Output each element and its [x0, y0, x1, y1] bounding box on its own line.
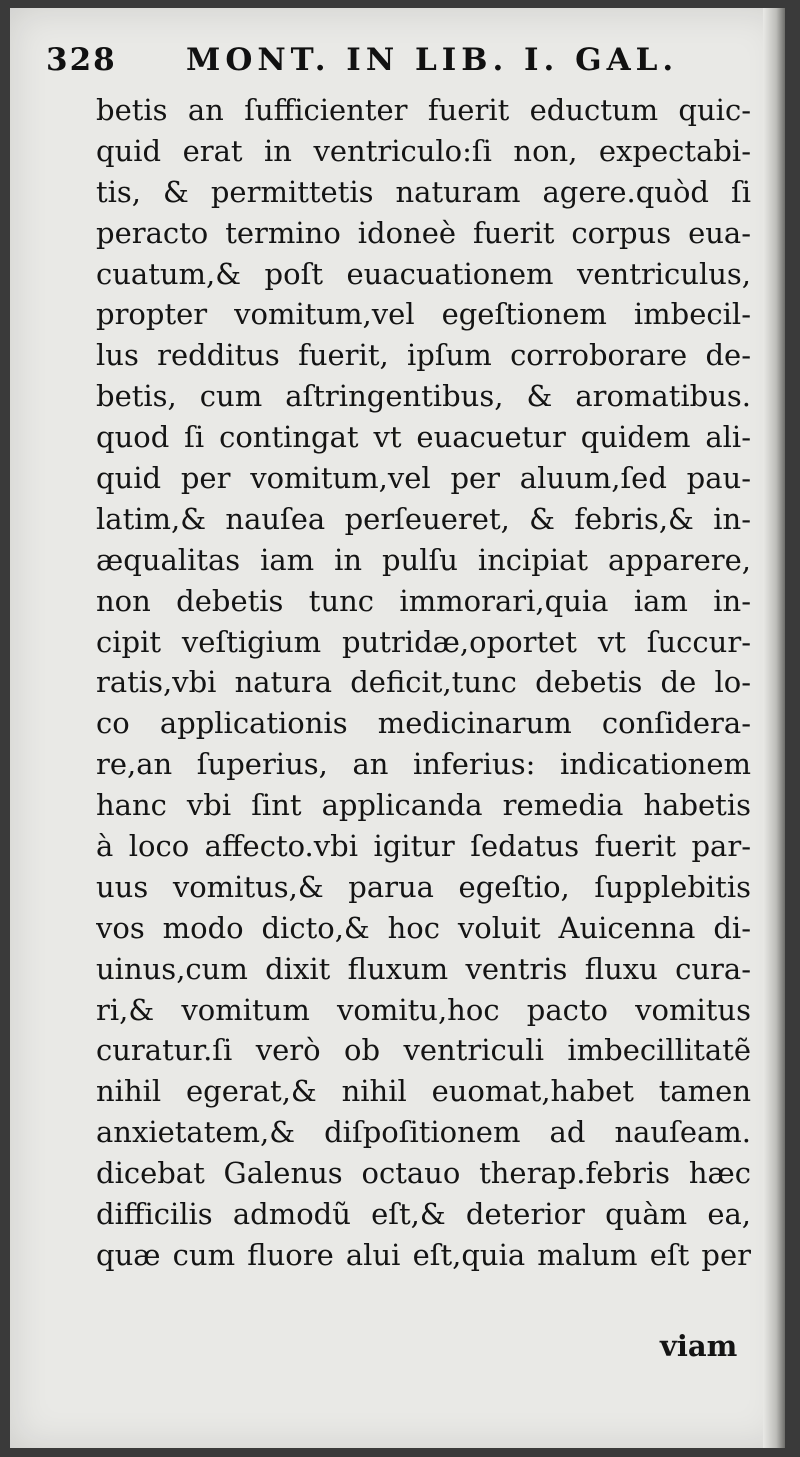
text-line: curatur.ſi verò ob ventriculi imbecillitatẽ	[96, 1033, 751, 1068]
text-line: betis, cum aſtringentibus, & aromatibus.	[96, 379, 751, 414]
running-head: MONT. IN LIB. I. GAL.	[186, 42, 679, 78]
text-line: quid erat in ventriculo:ſi non, expectabi-	[96, 133, 751, 168]
text-line: ratis,vbi natura deficit,tunc debetis de lo-	[96, 665, 751, 700]
text-line: peracto termino idoneè fuerit corpus eua-	[96, 215, 751, 250]
text-line: lus redditus fuerit, ipſum corroborare de-	[96, 338, 751, 373]
catchword: viam	[660, 1329, 738, 1363]
text-line: quod ſi contingat vt euacuetur quidem ali-	[96, 420, 751, 455]
text-line: co applicationis medicinarum conſidera-	[96, 706, 751, 741]
text-line: uinus,cum dixit fluxum ventris fluxu cura-	[96, 951, 751, 986]
text-line: quæ cum fluore alui eſt,quia malum eſt per	[96, 1237, 751, 1272]
text-line: ri,& vomitum vomitu,hoc pacto vomitus	[96, 992, 751, 1027]
text-line: anxietatem,& diſpoſitionem ad nauſeam.	[96, 1115, 751, 1150]
text-line: hanc vbi ſint applicanda remedia habetis	[96, 788, 751, 823]
text-line: æqualitas iam in pulſu incipiat apparere,	[96, 542, 751, 577]
text-line: latim,& nauſea perſeueret, & febris,& in-	[96, 501, 751, 536]
text-line: uus vomitus,& parua egeſtio, ſupplebitis	[96, 869, 751, 904]
text-line: vos modo dicto,& hoc voluit Auicenna di-	[96, 910, 751, 945]
text-line: difficilis admodũ eſt,& deterior quàm ea,	[96, 1197, 751, 1232]
text-line: tis, & permittetis naturam agere.quòd ſi	[96, 174, 751, 209]
text-line: à loco affecto.vbi igitur ſedatus fuerit par-	[96, 829, 751, 864]
text-line: nihil egerat,& nihil euomat,habet tamen	[96, 1074, 751, 1109]
page-number: 328	[46, 42, 117, 78]
text-line: quid per vomitum,vel per aluum,ſed pau-	[96, 461, 751, 496]
text-line: cipit veſtigium putridæ,oportet vt ſuccur-	[96, 624, 751, 659]
text-line: re,an ſuperius, an inferius: indicationem	[96, 747, 751, 782]
text-line: non debetis tunc immorari,quia iam in-	[96, 583, 751, 618]
text-line: cuatum,& poſt euacuationem ventriculus,	[96, 256, 751, 291]
page-header	[46, 38, 746, 82]
text-line: dicebat Galenus octauo therap.febris hæc	[96, 1156, 751, 1191]
page-binding-shadow	[763, 8, 785, 1448]
body-text	[96, 90, 751, 1276]
book-page	[10, 8, 785, 1448]
text-line: propter vomitum,vel egeſtionem imbecil-	[96, 297, 751, 332]
text-line: betis an ſufficienter fuerit eductum quic-	[96, 93, 751, 127]
